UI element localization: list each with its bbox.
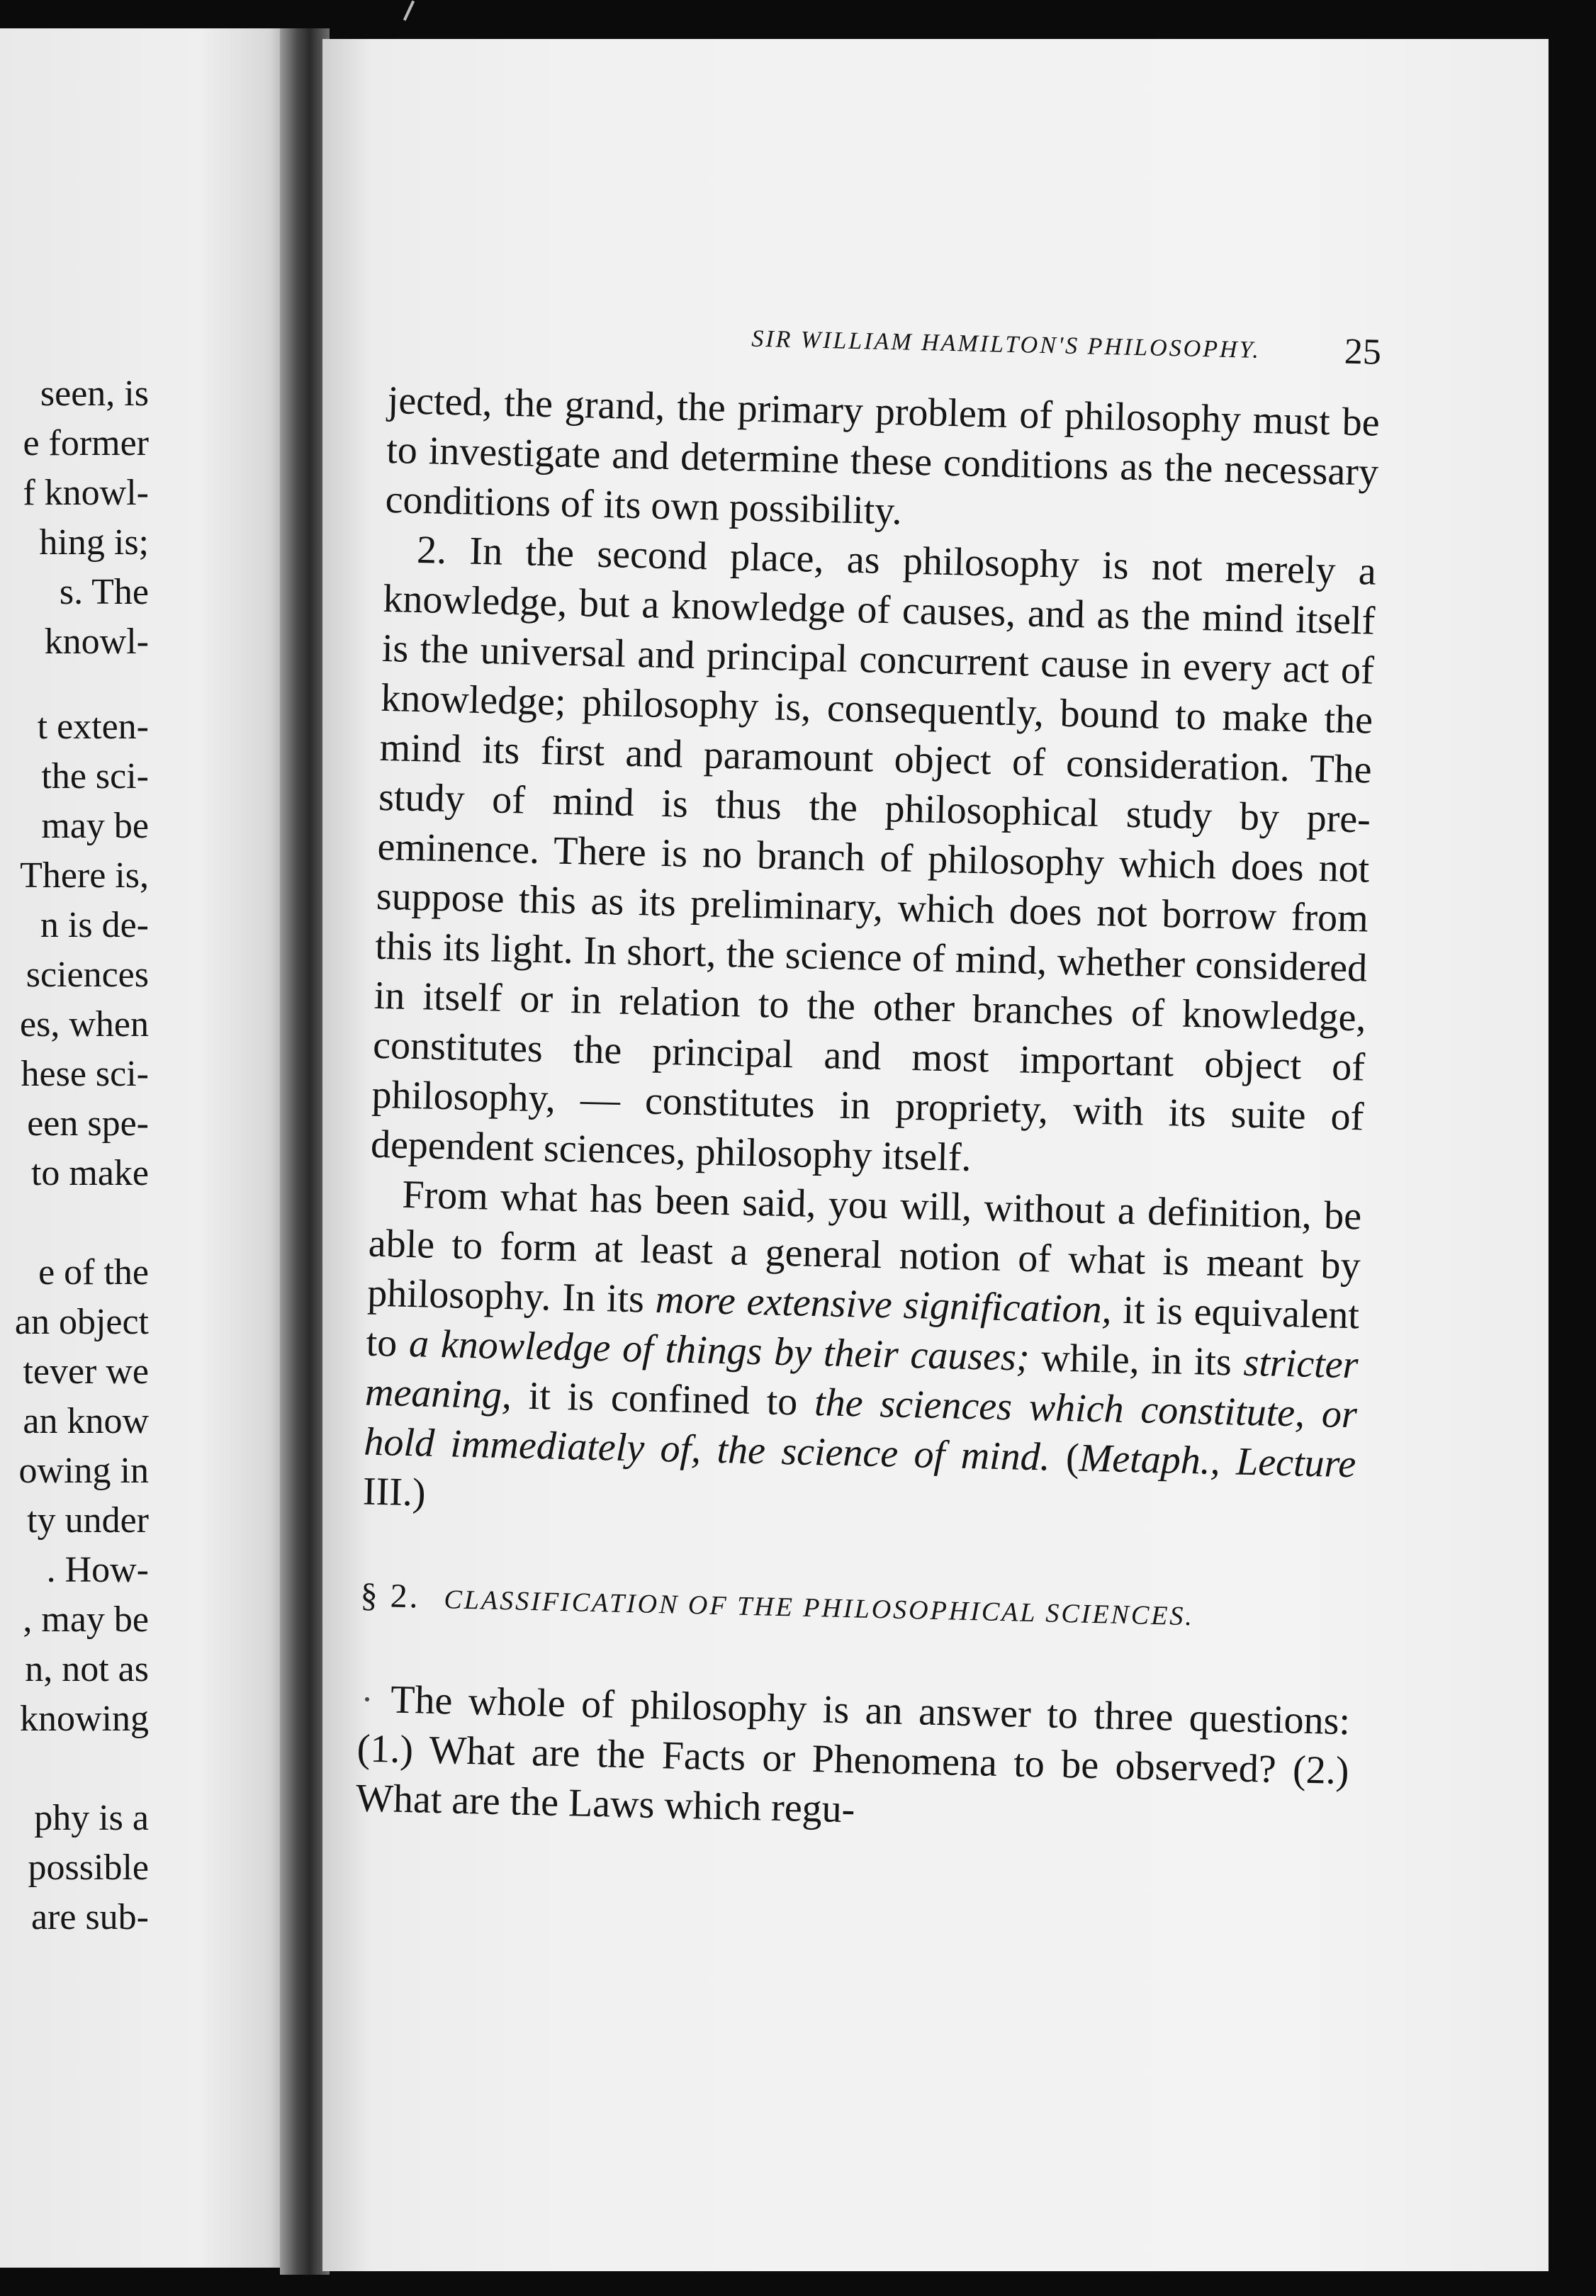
left-line: an object	[14, 1302, 149, 1342]
left-line: f knowl-	[23, 473, 149, 513]
scan-mark	[403, 1, 415, 21]
left-line: tever we	[23, 1351, 149, 1392]
right-page	[322, 39, 1549, 2271]
left-line: phy is a	[34, 1798, 149, 1838]
section-heading	[360, 1576, 1353, 1638]
left-line: es, when	[20, 1004, 149, 1045]
paragraph	[362, 1169, 1362, 1539]
citation-italic: Metaph.,	[1079, 1436, 1221, 1483]
left-line: e former	[23, 423, 149, 463]
left-line: hing is;	[39, 522, 149, 563]
left-line: to make	[30, 1153, 149, 1193]
left-line: There is,	[20, 855, 149, 896]
running-title: SIR WILLIAM HAMILTON'S PHILOSOPHY.	[751, 325, 1261, 364]
section-number: § 2.	[360, 1576, 421, 1616]
text-run: it is equivalent to	[366, 1288, 1360, 1366]
left-line: s. The	[59, 572, 149, 612]
section-title: CLASSIFICATION OF THE PHILOSOPHICAL SCIENCES.	[444, 1585, 1195, 1632]
left-line: e of the	[38, 1252, 149, 1293]
left-line: owing in	[18, 1451, 149, 1491]
italic-run: a knowledge of things by their causes;	[408, 1322, 1030, 1380]
text-run: III.)	[362, 1469, 427, 1515]
italic-run: the sciences which constitute, or hold immediately of, the science of mind.	[363, 1380, 1358, 1480]
left-line: n, not as	[25, 1649, 149, 1689]
paragraph: jected, the grand, the primary problem of philosophy must be to investigate and determine these conditions as the necessary conditions of its own possibility.	[385, 378, 1381, 534]
left-line: an know	[23, 1401, 149, 1441]
left-line: hese sci-	[21, 1054, 149, 1094]
paragraph: 2. In the second place, as philosophy is not merely a knowledge, but a knowledge of causes, and as the mind itself is the universal and principal concurrent cause in every act of knowledge; philosophy is, consequently, bound to make the mind its first and paramount object of consideration. The study of mind is thus the philosophical study by pre-eminence. There is no branch of philosophy which does not suppose this as its preliminary, which does not borrow from this its light. In short, the science of mind, whether considered in itself or in relation to the other branches of knowledge, constitutes the principal and most important object of philosophy, — constitutes in propriety, with its suite of dependent sciences, philosophy itself.	[370, 527, 1377, 1180]
left-line: the sci-	[41, 756, 149, 797]
left-line: t exten-	[37, 707, 149, 747]
left-line: ty under	[27, 1500, 149, 1541]
text-run: while, in its	[1028, 1335, 1244, 1385]
left-line: knowl-	[44, 621, 149, 662]
left-line: , may be	[23, 1599, 149, 1640]
left-line: seen, is	[40, 373, 149, 414]
text-run: it is confined to	[511, 1373, 815, 1424]
text-run: From what has been said, you will, without a definition, be able to form at least a general notion of what is meant by philosophy. In its	[366, 1172, 1362, 1322]
paragraph: The whole of philosophy is an answer to three questions: (1.) What are the Facts or Phenomena to be observed? (2.) What are the Laws which regu-	[355, 1677, 1351, 1832]
left-line: knowing	[20, 1699, 149, 1739]
text-run	[1220, 1439, 1237, 1483]
page-number: 25	[1344, 331, 1382, 373]
italic-run: more extensive signification,	[655, 1277, 1113, 1332]
citation-italic: Lecture	[1235, 1439, 1356, 1487]
left-line: may be	[41, 806, 149, 846]
left-line: sciences	[26, 955, 149, 995]
italic-run: stricter meaning,	[364, 1340, 1359, 1418]
left-line: . How-	[46, 1550, 149, 1590]
left-line: n is de-	[40, 905, 149, 945]
ink-speck	[365, 1697, 369, 1701]
left-line: possible	[28, 1847, 149, 1888]
left-line: are sub-	[30, 1897, 149, 1937]
text-run: (	[1049, 1435, 1080, 1480]
page-text-block	[355, 305, 1381, 1845]
left-line: een spe-	[27, 1103, 149, 1144]
left-facing-page	[0, 28, 283, 2268]
